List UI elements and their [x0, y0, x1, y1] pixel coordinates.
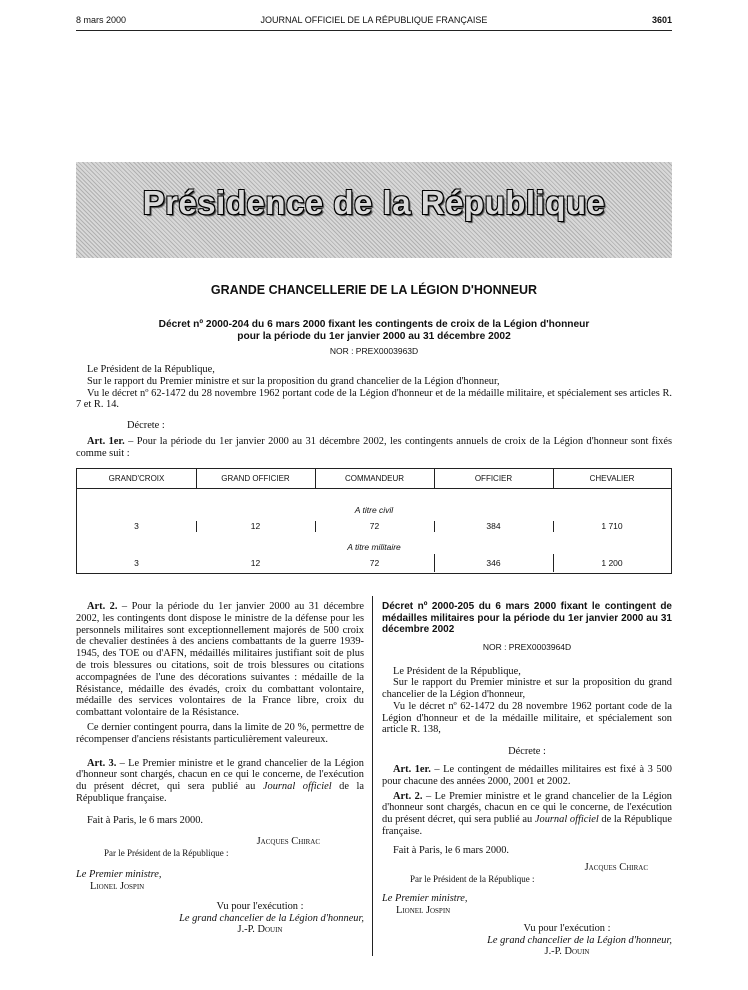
- header-rule: [76, 30, 672, 31]
- table-cell: 346: [486, 558, 501, 568]
- decree2-gc-title: Le grand chancelier de la Légion d'honneur,: [487, 934, 672, 946]
- decree2-vu-execution: Vu pour l'exécution :: [523, 922, 611, 934]
- decree1-fait: Fait à Paris, le 6 mars 2000.: [87, 814, 204, 826]
- table-row-civil: [77, 521, 671, 535]
- decree1-title-line2: pour la période du 1er janvier 2000 au 31 décembre 2002: [237, 331, 511, 342]
- decree2-vu: Vu le décret nº 62-1472 du 28 novembre 1962 portant code de la Légion d'honneur et de la médaille militaire, et spécialement son article R. 138,: [382, 700, 672, 736]
- decree2-fait: Fait à Paris, le 6 mars 2000.: [393, 844, 510, 856]
- decree2-art2-journal: Journal officiel: [534, 814, 599, 826]
- table-header-grand-croix: GRAND'CROIX: [108, 474, 165, 483]
- decree1-nor: NOR : PREX0003963D: [329, 346, 419, 356]
- decree1-article-3: [76, 758, 364, 805]
- left-column: [76, 601, 364, 936]
- banner-title: Présidence de la République: [142, 184, 606, 221]
- decree1-article-2: [76, 601, 364, 719]
- decree1-vu: Vu le décret nº 62-1472 du 28 novembre 1962 portant code de la Légion d'honneur et de la médaille militaire, et spécialement ses articles R. 7 et R. 14.: [76, 387, 672, 411]
- section-title: GRANDE CHANCELLERIE DE LA LÉGION D'HONNEUR: [210, 283, 538, 297]
- header-date: 8 mars 2000: [76, 15, 127, 25]
- table-header-chevalier: CHEVALIER: [589, 474, 635, 483]
- decree2-art2-label: Art. 2.: [393, 790, 423, 802]
- decree1-art3-label: Art. 3.: [87, 757, 117, 769]
- table-cell: 12: [250, 558, 261, 568]
- contingents-table: [76, 468, 672, 574]
- table-header-row: [77, 469, 671, 489]
- decree2-article-2: [382, 791, 672, 838]
- table-cell: 1 200: [601, 558, 623, 568]
- table-header-commandeur: COMMANDEUR: [344, 474, 405, 483]
- decree2-nor: NOR : PREX0003964D: [482, 641, 572, 652]
- decree2-body: [382, 666, 672, 959]
- decree2-signatory: Jacques Chirac: [584, 861, 648, 873]
- table-military-label: A titre militaire: [347, 542, 401, 552]
- decree1-signatory: Jacques Chirac: [256, 835, 320, 847]
- decree1-rapport: Sur le rapport du Premier ministre et sur la proposition du grand chancelier de la Légion d'honneur,: [87, 375, 500, 387]
- header-journal-title: JOURNAL OFFICIEL DE LA RÉPUBLIQUE FRANÇAISE: [260, 15, 488, 25]
- table-cell: 12: [250, 521, 261, 531]
- decree2-par-president: Par le Président de la République :: [410, 874, 535, 885]
- banner: [76, 162, 672, 258]
- decree2-president: Le Président de la République,: [393, 665, 521, 677]
- table-cell: 384: [486, 521, 501, 531]
- decree2-title: Décret nº 2000-205 du 6 mars 2000 fixant le contingent de médailles militaires pour la période du 1er janvier 2000 au 31 décembre 2002: [382, 601, 672, 635]
- decree2-decrete: Décrete :: [508, 746, 546, 758]
- decree1-art3-journal: Journal officiel: [262, 781, 332, 793]
- decree2-art1-text: – Le contingent de médailles militaires est fixé à 3 500 pour chacune des années 2000, 2001 et 2002.: [382, 764, 672, 787]
- table-row-military: [77, 558, 671, 572]
- decree2-pm-name: Lionel Jospin: [396, 905, 451, 917]
- decree1-art3-text-a: – Le Premier ministre et le grand chancelier de la Légion d'honneur sont chargés, chacun en ce qui le concerne, de l'exécution du présent décret, qui sera publié au: [76, 757, 364, 793]
- decree2-art1-label: Art. 1er.: [393, 764, 431, 776]
- decree1-decrete: Décrete :: [127, 420, 165, 432]
- column-divider: [372, 596, 373, 956]
- table-civil-label: A titre civil: [354, 505, 394, 515]
- decree1-art1-text: – Pour la période du 1er janvier 2000 au 31 décembre 2002, les contingents annuels de croix de la Légion d'honneur sont fixés comme suit :: [76, 435, 672, 459]
- decree1-body: [76, 364, 672, 460]
- decree2-article-1: [382, 764, 672, 788]
- decree2-art2-text-b: de la République française.: [382, 814, 672, 838]
- table-cell: 3: [134, 521, 139, 531]
- decree1-art3-text-b: de la République française.: [76, 781, 364, 804]
- table-header-officier: OFFICIER: [474, 474, 513, 483]
- header-page-number: 3601: [651, 15, 672, 25]
- decree1-art2-label: Art. 2.: [87, 601, 118, 612]
- decree1-title: [76, 319, 672, 343]
- decree1-art1-label: Art. 1er.: [87, 435, 125, 447]
- decree1-pm-name: Lionel Jospin: [90, 880, 145, 892]
- table-cell: 1 710: [601, 521, 623, 531]
- right-column: [382, 601, 672, 958]
- table-cell: 72: [369, 521, 380, 531]
- table-cell: 3: [134, 558, 139, 568]
- decree2-art2-text-a: – Le Premier ministre et le grand chancelier de la Légion d'honneur sont chargés, chacun en ce qui le concerne, de l'exécution du présent décret, qui sera publié au: [382, 790, 672, 826]
- decree2-gc-name: J.-P. Douin: [544, 946, 590, 958]
- decree1-vu-execution: Vu pour l'exécution :: [216, 900, 304, 912]
- decree1-gc-name: J.-P. Douin: [237, 924, 283, 936]
- decree1-pm-title: Le Premier ministre,: [76, 869, 162, 881]
- decree1-contingent-note: Ce dernier contingent pourra, dans la limite de 20 %, permettre de récompenser d'anciens résistants particulièrement valeureux.: [76, 721, 364, 745]
- decree1-art2-text: – Pour la période du 1er janvier 2000 au 31 décembre 2002, les contingents dont dispose le ministre de la défense pour les personnels militaires sont exceptionnellement majorés de 500 croix de chevalier destinées à des anciens combattants de la guerre 1939-1945, des TOE ou d'AFN, médaillés militaires justifiant soit de plus de trois blessures ou citations, soit de trois blessures ou citations accompagnées de l'une des décorations suivantes : médaille de la Résistance, médaille des évadés, croix du combattant volontaire, médaille des services volontaires de la France libre, croix du combattant volontaire de la Résistance.: [76, 601, 364, 719]
- decree1-gc-title: Le grand chancelier de la Légion d'honneur,: [179, 912, 364, 924]
- table-header-grand-officier: GRAND OFFICIER: [221, 474, 290, 483]
- decree1-title-line1: Décret nº 2000-204 du 6 mars 2000 fixant les contingents de croix de la Légion d'honneur: [158, 319, 590, 330]
- decree1-president: Le Président de la République,: [87, 364, 215, 375]
- decree2-rapport: Sur le rapport du Premier ministre et sur la proposition du grand chancelier de la Légion d'honneur,: [382, 677, 672, 701]
- table-cell: 72: [369, 558, 380, 568]
- decree1-article-1: [76, 436, 672, 460]
- decree2-pm-title: Le Premier ministre,: [382, 893, 468, 905]
- decree1-par-president: Par le Président de la République :: [104, 848, 229, 859]
